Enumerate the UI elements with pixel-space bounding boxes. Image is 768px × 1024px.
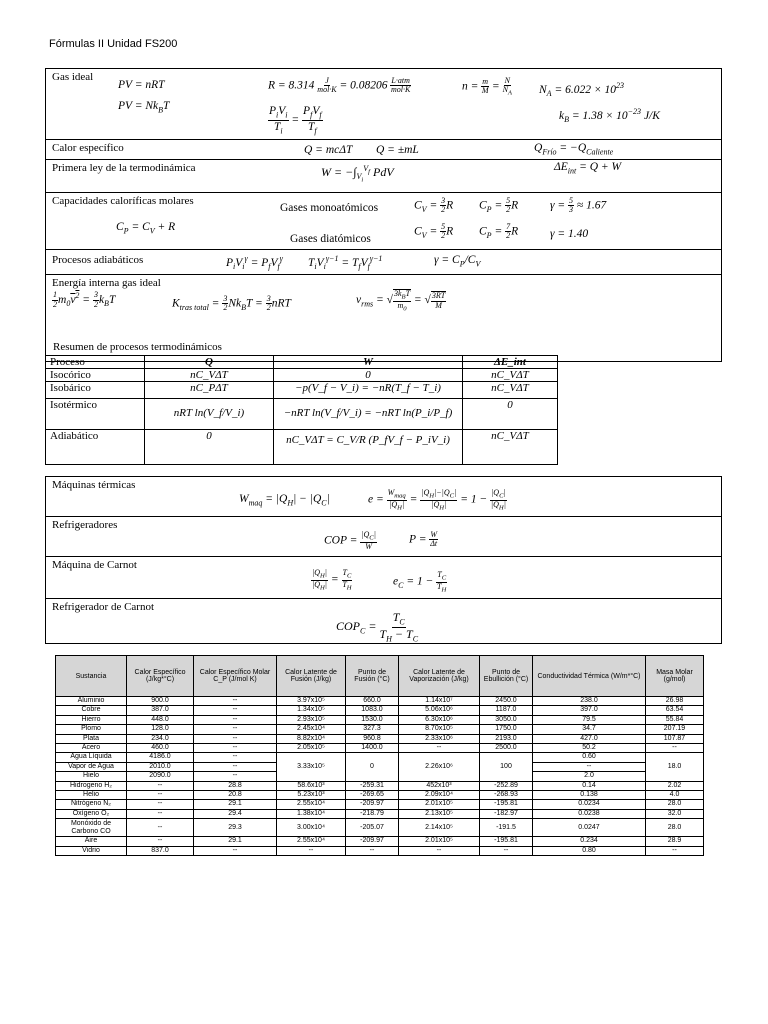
- table-cell: 3.00x10⁴: [277, 819, 346, 837]
- table-cell: 1530.0: [346, 715, 399, 724]
- proceso-q: 0: [145, 430, 274, 465]
- sustancia-name: Aluminio: [56, 697, 127, 706]
- table-cell: 18.0: [646, 753, 704, 781]
- proceso-e: nC_VΔT: [463, 382, 558, 399]
- table-cell: 2010.0: [127, 762, 194, 771]
- table-cell: 2.45x10⁴: [277, 725, 346, 734]
- sustancia-name: Nitrógeno N₂: [56, 800, 127, 809]
- sustancia-name: Plata: [56, 734, 127, 743]
- table-cell: 2.33x10⁶: [399, 734, 480, 743]
- sustancia-name: Vapor de Agua: [56, 762, 127, 771]
- sustancia-name: Cobre: [56, 706, 127, 715]
- table-cell: 5.06x10⁶: [399, 706, 480, 715]
- procesos-header-cell: W: [274, 356, 463, 369]
- table-cell: 29.4: [194, 809, 277, 818]
- pv-nrt-formula: PV = nRT: [118, 79, 165, 91]
- adiabatic-pv-formula: $P_iV_i^\gamma = P_fV_f^\gamma$: [226, 254, 283, 272]
- table-cell: --: [127, 781, 194, 790]
- table-cell: --: [646, 846, 704, 855]
- table-row: [46, 382, 558, 399]
- table-row: [56, 809, 704, 818]
- gamma-ratio-formula: $\gamma = C_P/C_V$: [434, 254, 481, 269]
- table-cell: 2.01x10⁵: [399, 837, 480, 846]
- table-row: [56, 800, 704, 809]
- proceso-e: nC_VΔT: [463, 430, 558, 465]
- refri-carnot-label: Refrigerador de Carnot: [52, 601, 155, 613]
- procesos-header-cell: Q: [145, 356, 274, 369]
- r-constant-formula: R = 8.314 $\frac{J}{\text{mol·K}}$ = 0.08206 $\frac{\text{L·atm}}{\text{mol·K}}$: [268, 76, 411, 95]
- sustancias-header-cell: Punto de Fusión (°C): [346, 656, 399, 697]
- table-cell: 2.93x10⁵: [277, 715, 346, 724]
- table-cell: 2.14x10⁵: [399, 819, 480, 837]
- table-cell: 448.0: [127, 715, 194, 724]
- table-cell: 2.05x10⁵: [277, 744, 346, 753]
- table-cell: 2.02: [646, 781, 704, 790]
- procesos-table: [45, 355, 558, 465]
- cop-carnot-formula: $COP_C$ = $\frac{T_C}{T_H - T_C}$: [336, 610, 419, 644]
- table-cell: --: [194, 772, 277, 781]
- vrms-formula: $v_{rms}$ = √ $\frac{3k_BT}{m_0}$ = √ $\frac{3RT}{M}$: [356, 289, 446, 313]
- maquinas-box: [45, 476, 722, 644]
- table-cell: --: [194, 762, 277, 771]
- sustancia-name: Monóxido de Carbono CO: [56, 819, 127, 837]
- table-row: [46, 399, 558, 430]
- table-cell: -191.5: [480, 819, 533, 837]
- table-cell: -182.97: [480, 809, 533, 818]
- sustancias-header-cell: Calor Latente de Vaporización (J/kg): [399, 656, 480, 697]
- sustancia-name: Oxígeno O₂: [56, 809, 127, 818]
- table-cell: 3.33x10⁵: [277, 753, 346, 781]
- proceso-q: nC_PΔT: [145, 382, 274, 399]
- dia-cp-formula: $C_P$ = $\frac{7}{2}$ R: [479, 222, 519, 241]
- procesos-header-cell: Proceso: [46, 356, 145, 369]
- sustancias-header-cell: Calor Latente de Fusión (J/kg): [277, 656, 346, 697]
- carnot-label: Máquina de Carnot: [52, 559, 137, 571]
- table-cell: 1750.0: [480, 725, 533, 734]
- proceso-name: Adiabático: [46, 430, 145, 465]
- proceso-name: Isocórico: [46, 369, 145, 382]
- work-integral-formula: $W = -\int_{V_i}^{V_f}$ PdV: [321, 164, 394, 184]
- sustancia-name: Agua Líquida: [56, 753, 127, 762]
- table-cell: -268.93: [480, 791, 533, 800]
- table-cell: --: [127, 837, 194, 846]
- table-cell: 29.1: [194, 837, 277, 846]
- table-cell: 2.55x10⁴: [277, 800, 346, 809]
- table-row: [46, 369, 558, 382]
- table-cell: --: [127, 800, 194, 809]
- q-ml-formula: Q = ±mL: [376, 144, 419, 156]
- table-cell: --: [346, 846, 399, 855]
- table-cell: 1083.0: [346, 706, 399, 715]
- proceso-q: nRT ln(V_f/V_i): [145, 399, 274, 430]
- gas-ideal-row: [46, 69, 721, 140]
- energia-label: Energía interna gas ideal: [52, 277, 161, 289]
- table-cell: 6.30x10⁶: [399, 715, 480, 724]
- pv-nkt-formula: PV = $Nk_BT$: [118, 100, 170, 115]
- table-cell: 207.19: [646, 725, 704, 734]
- table-cell: 1400.0: [346, 744, 399, 753]
- table-cell: 26.98: [646, 697, 704, 706]
- table-cell: 29.3: [194, 819, 277, 837]
- table-cell: -195.81: [480, 837, 533, 846]
- table-cell: 234.0: [127, 734, 194, 743]
- table-cell: 20.8: [194, 791, 277, 800]
- table-cell: 5.23x10³: [277, 791, 346, 800]
- table-cell: 32.0: [646, 809, 704, 818]
- dia-label: Gases diatómicos: [290, 233, 371, 245]
- table-cell: 50.2: [533, 744, 646, 753]
- table-cell: 79.5: [533, 715, 646, 724]
- table-cell: --: [399, 744, 480, 753]
- table-cell: 238.0: [533, 697, 646, 706]
- proceso-name: Isotérmico: [46, 399, 145, 430]
- table-row: [56, 819, 704, 837]
- proceso-q: nC_VΔT: [145, 369, 274, 382]
- refrigeradores-row: [46, 517, 721, 557]
- cp-cv-formula: $C_P = C_V + R$: [116, 221, 176, 236]
- calor-label: Calor específico: [52, 142, 124, 154]
- table-cell: -195.81: [480, 800, 533, 809]
- sustancias-header-cell: Calor Específico Molar C_P (J/mol K): [194, 656, 277, 697]
- table-cell: --: [194, 725, 277, 734]
- q-frio-formula: $Q_{Frío} = -Q_{Caliente}$: [534, 142, 614, 157]
- table-cell: 0: [346, 753, 399, 781]
- table-cell: 0.0238: [533, 809, 646, 818]
- sustancias-header-cell: Masa Molar (g/mol): [646, 656, 704, 697]
- table-cell: -269.65: [346, 791, 399, 800]
- carnot-ratio-formula: $\frac{|Q_H|}{|Q_H|}$ = $\frac{T_C}{T_H}$: [312, 568, 352, 592]
- table-cell: 100: [480, 753, 533, 781]
- table-cell: 128.0: [127, 725, 194, 734]
- table-cell: 1.34x10⁵: [277, 706, 346, 715]
- q-mct-formula: Q = mcΔT: [304, 144, 353, 156]
- proceso-w: nC_VΔT = C_V/R (P_fV_f − P_iV_i): [274, 430, 463, 465]
- table-cell: 28.9: [646, 837, 704, 846]
- table-cell: 3050.0: [480, 715, 533, 724]
- table-cell: 28.8: [194, 781, 277, 790]
- table-cell: 0.138: [533, 791, 646, 800]
- dia-gamma-formula: γ = 1.40: [550, 228, 589, 240]
- capacidades-label: Capacidades caloríficas molares: [52, 195, 194, 207]
- page-title: Fórmulas II Unidad FS200: [49, 38, 178, 50]
- table-row: [56, 846, 704, 855]
- table-cell: 8.70x10⁵: [399, 725, 480, 734]
- table-row: [56, 715, 704, 724]
- sustancias-header-cell: Calor Específico (J/kg*°C): [127, 656, 194, 697]
- table-cell: 29.1: [194, 800, 277, 809]
- table-cell: 460.0: [127, 744, 194, 753]
- sustancia-name: Plomo: [56, 725, 127, 734]
- sustancia-name: Aire: [56, 837, 127, 846]
- table-cell: 28.0: [646, 819, 704, 837]
- table-cell: -205.07: [346, 819, 399, 837]
- table-cell: 2.09x10⁴: [399, 791, 480, 800]
- proceso-w: −nRT ln(V_f/V_i) = −nRT ln(P_i/P_f): [274, 399, 463, 430]
- table-cell: 8.82x10⁴: [277, 734, 346, 743]
- table-cell: 4.0: [646, 791, 704, 800]
- table-cell: 397.0: [533, 706, 646, 715]
- combined-gas-formula: $\frac{P_iV_i}{T_i}$ = $\frac{P_fV_f}{T_f}$: [269, 105, 322, 135]
- table-cell: --: [194, 697, 277, 706]
- table-cell: --: [127, 809, 194, 818]
- table-cell: 2.0: [533, 772, 646, 781]
- sustancias-header-cell: Sustancia: [56, 656, 127, 697]
- table-cell: --: [194, 753, 277, 762]
- table-cell: -259.31: [346, 781, 399, 790]
- adiabaticos-row: [46, 250, 721, 275]
- adiabaticos-label: Procesos adiabáticos: [52, 254, 144, 266]
- table-cell: --: [194, 715, 277, 724]
- avogadro-formula: $N_A = 6.022 \times 10^{23}$: [539, 81, 624, 99]
- table-cell: --: [127, 819, 194, 837]
- table-cell: --: [277, 846, 346, 855]
- sustancias-header-cell: Punto de Ebullición (°C): [480, 656, 533, 697]
- first-law-formula: $\Delta E_{int} = Q + W$: [554, 161, 622, 176]
- table-cell: 0.80: [533, 846, 646, 855]
- table-row: [56, 744, 704, 753]
- table-cell: 960.8: [346, 734, 399, 743]
- table-cell: 660.0: [346, 697, 399, 706]
- efficiency-formula: e = $\frac{W_{maq}}{|Q_H|}$ = $\frac{|Q_H|-|Q_C|}{|Q_H|}$ = 1 − $\frac{|Q_C|}{|Q_H|}$: [368, 488, 506, 512]
- table-cell: 2.13x10⁵: [399, 809, 480, 818]
- translational-energy-formula: $K_{tras total}$ = $\frac{3}{2}$ $Nk_BT$ = $\frac{3}{2}$ nRT: [172, 294, 291, 313]
- wmaq-formula: $W_{maq} = |Q_H| - |Q_C|$: [239, 493, 330, 508]
- table-cell: 2450.0: [480, 697, 533, 706]
- table-cell: -218.79: [346, 809, 399, 818]
- sustancia-name: Hierro: [56, 715, 127, 724]
- procesos-header-cell: ΔE_int: [463, 356, 558, 369]
- table-cell: --: [194, 846, 277, 855]
- procesos-title: Resumen de procesos termodinámicos: [53, 341, 222, 353]
- table-row: [56, 725, 704, 734]
- procesos-header-row: [46, 356, 558, 369]
- table-cell: 28.0: [646, 800, 704, 809]
- table-cell: --: [533, 762, 646, 771]
- table-cell: 0.60: [533, 753, 646, 762]
- calor-row: [46, 140, 721, 160]
- sustancia-name: Acero: [56, 744, 127, 753]
- table-cell: 55.84: [646, 715, 704, 724]
- table-cell: --: [194, 734, 277, 743]
- table-row: [56, 781, 704, 790]
- table-cell: 2.55x10⁴: [277, 837, 346, 846]
- mono-label: Gases monoatómicos: [280, 202, 379, 214]
- table-cell: 2.01x10⁵: [399, 800, 480, 809]
- power-formula: P = $\frac{W}{\Delta t}$: [409, 530, 438, 549]
- table-cell: 1.14x10⁷: [399, 697, 480, 706]
- table-cell: 427.0: [533, 734, 646, 743]
- table-cell: 2.26x10⁶: [399, 753, 480, 781]
- primera-ley-row: [46, 160, 721, 193]
- table-cell: --: [127, 791, 194, 800]
- cop-formula: COP = $\frac{|Q_C|}{W}$: [324, 530, 376, 551]
- maquinas-termicas-row: [46, 477, 721, 517]
- sustancias-header-cell: Conductividad Térmica (W/m*°C): [533, 656, 646, 697]
- formulas-box: [45, 68, 722, 362]
- proceso-e: 0: [463, 399, 558, 430]
- table-cell: 1187.0: [480, 706, 533, 715]
- table-cell: 0.14: [533, 781, 646, 790]
- table-cell: 837.0: [127, 846, 194, 855]
- mono-gamma-formula: γ = $\frac{5}{3}$ ≈ 1.67: [550, 196, 607, 215]
- sustancia-name: Hielo: [56, 772, 127, 781]
- table-cell: --: [480, 846, 533, 855]
- table-cell: 2090.0: [127, 772, 194, 781]
- table-row: [56, 791, 704, 800]
- table-cell: 0.0247: [533, 819, 646, 837]
- table-row: [56, 734, 704, 743]
- table-cell: --: [399, 846, 480, 855]
- sustancia-name: Vidrio: [56, 846, 127, 855]
- dia-cv-formula: $C_V$ = $\frac{5}{2}$ R: [414, 222, 454, 241]
- table-cell: 452x10³: [399, 781, 480, 790]
- carnot-efficiency-formula: $e_C = 1$ − $\frac{T_C}{T_H}$: [393, 570, 447, 594]
- table-cell: --: [194, 744, 277, 753]
- sustancia-name: Helio: [56, 791, 127, 800]
- proceso-w: −p(V_f − V_i) = −nR(T_f − T_i): [274, 382, 463, 399]
- table-cell: -209.97: [346, 800, 399, 809]
- capacidades-row: [46, 193, 721, 250]
- table-row: [56, 837, 704, 846]
- table-cell: 58.6x10³: [277, 781, 346, 790]
- table-row: [56, 753, 704, 762]
- proceso-e: nC_VΔT: [463, 369, 558, 382]
- table-cell: 0.234: [533, 837, 646, 846]
- table-cell: 2193.0: [480, 734, 533, 743]
- refrigeradores-label: Refrigeradores: [52, 519, 118, 531]
- table-cell: 63.54: [646, 706, 704, 715]
- moles-formula: n = $\frac{m}{M}$ = $\frac{N}{N_A}$: [462, 76, 512, 97]
- table-cell: 900.0: [127, 697, 194, 706]
- sustancia-name: Hidrogeno H₂: [56, 781, 127, 790]
- table-cell: -209.97: [346, 837, 399, 846]
- table-cell: 1.38x10⁴: [277, 809, 346, 818]
- table-cell: 327.3: [346, 725, 399, 734]
- table-cell: 4186.0: [127, 753, 194, 762]
- mono-cp-formula: $C_P$ = $\frac{5}{2}$ R: [479, 196, 519, 215]
- mono-cv-formula: $C_V$ = $\frac{3}{2}$ R: [414, 196, 454, 215]
- proceso-name: Isobárico: [46, 382, 145, 399]
- refri-carnot-row: [46, 599, 721, 643]
- sustancias-header-row: [56, 656, 704, 697]
- carnot-row: [46, 557, 721, 599]
- table-cell: 387.0: [127, 706, 194, 715]
- kinetic-energy-formula: $\frac{1}{2}$ $m_0v^2$ = $\frac{3}{2}$ $k_BT$: [53, 290, 116, 309]
- gas-ideal-label: Gas ideal: [52, 71, 94, 83]
- table-cell: 2500.0: [480, 744, 533, 753]
- table-row: [56, 697, 704, 706]
- adiabatic-tv-formula: $T_iV_i^{\gamma-1} = T_fV_f^{\gamma-1}$: [308, 254, 383, 272]
- maquinas-termicas-label: Máquinas térmicas: [52, 479, 136, 491]
- table-cell: 34.7: [533, 725, 646, 734]
- proceso-w: 0: [274, 369, 463, 382]
- sustancias-table: [55, 655, 704, 856]
- table-cell: -252.89: [480, 781, 533, 790]
- boltzmann-formula: $k_B = 1.38 \times 10^{-23}$ J/K: [559, 107, 660, 125]
- primera-ley-label: Primera ley de la termodinámica: [52, 162, 196, 174]
- table-cell: --: [646, 744, 704, 753]
- table-cell: --: [194, 706, 277, 715]
- table-cell: 0.0234: [533, 800, 646, 809]
- table-row: [56, 706, 704, 715]
- table-cell: 107.87: [646, 734, 704, 743]
- table-cell: 3.97x10⁵: [277, 697, 346, 706]
- table-row: [46, 430, 558, 465]
